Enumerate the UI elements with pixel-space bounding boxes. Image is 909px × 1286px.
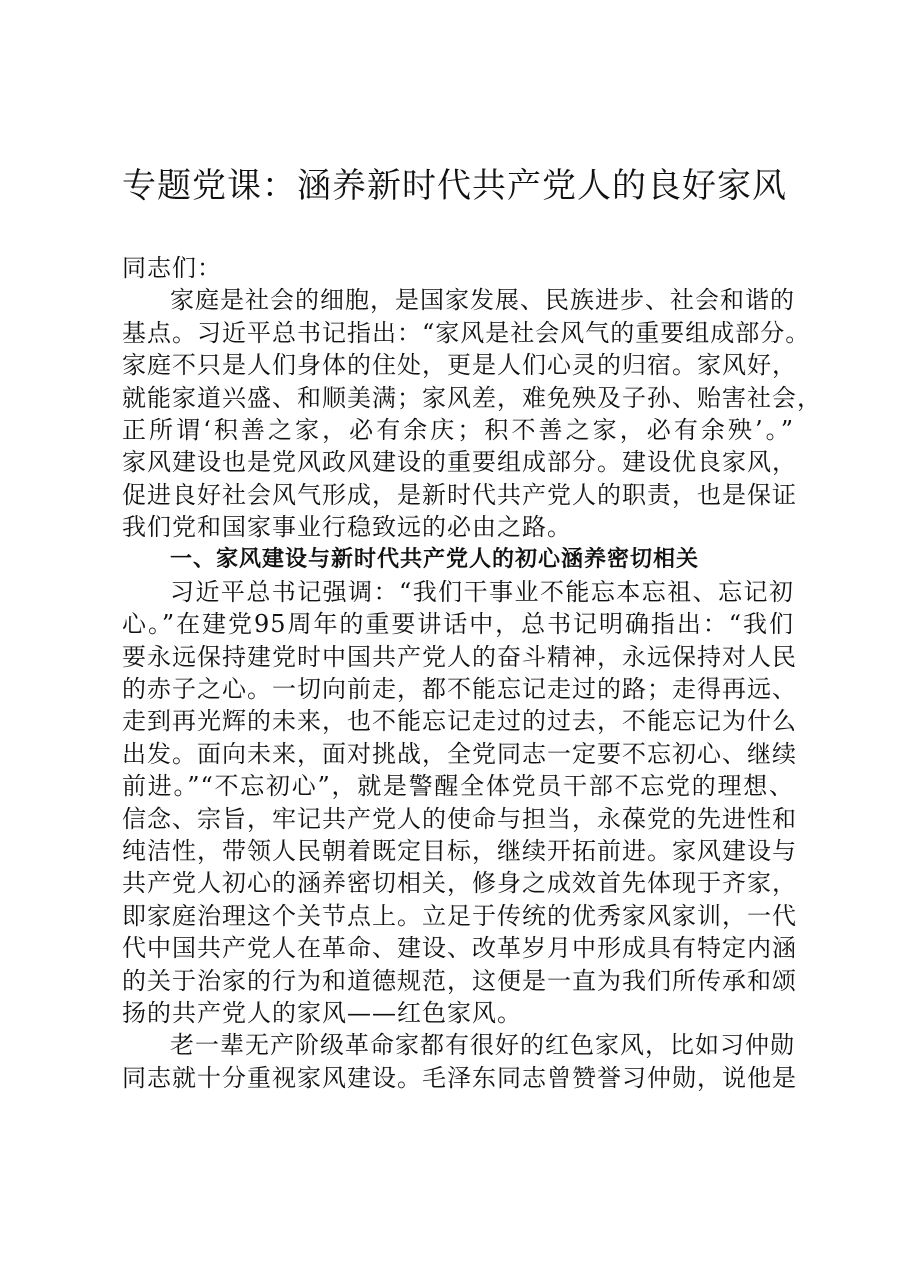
paragraph-line: 共产党人初心的涵养密切相关，修身之成效首先体现于齐家， <box>122 869 797 898</box>
paragraph-line: 前进。”“不忘初心”，就是警醒全体党员干部不忘党的理想、 <box>122 772 794 801</box>
paragraph-line: 正所谓‘积善之家，必有余庆；积不善之家，必有余殃’。” <box>122 415 794 444</box>
paragraph-line: 就能家道兴盛、和顺美满；家风差，难免殃及子孙、贻害社会， <box>122 383 822 412</box>
document-title: 专题党课：涵养新时代共产党人的良好家风 <box>122 166 787 206</box>
paragraph-line: 老一辈无产阶级革命家都有很好的红色家风，比如习仲勋 <box>170 1031 795 1060</box>
paragraph-line: 代中国共产党人在革命、建设、改革岁月中形成具有特定内涵 <box>122 934 797 963</box>
paragraph-line: 信念、宗旨，牢记共产党人的使命与担当，永葆党的先进性和 <box>122 804 797 833</box>
paragraph-line: 促进良好社会风气形成，是新时代共产党人的职责，也是保证 <box>122 480 797 509</box>
paragraph-line: 出发。面向未来，面对挑战，全党同志一定要不忘初心、继续 <box>122 739 797 768</box>
paragraph-line: 扬的共产党人的家风——红色家风。 <box>122 998 522 1027</box>
paragraph-line: 即家庭治理这个关节点上。立足于传统的优秀家风家训，一代 <box>122 901 797 930</box>
paragraph-line: 心。”在建党95周年的重要讲话中，总书记明确指出：“我们 <box>122 610 794 639</box>
paragraph-line: 的关于治家的行为和道德规范，这便是一直为我们所传承和颂 <box>122 966 797 995</box>
section-heading: 一、家风建设与新时代共产党人的初心涵养密切相关 <box>170 546 700 572</box>
document-body <box>122 252 822 1094</box>
salutation: 同志们： <box>122 254 222 282</box>
paragraph-line: 习近平总书记强调：“我们干事业不能忘本忘祖、忘记初 <box>170 577 794 606</box>
paragraph-line: 走到再光辉的未来，也不能忘记走过的过去，不能忘记为什么 <box>122 707 797 736</box>
paragraph-line: 家庭不只是人们身体的住处，更是人们心灵的归宿。家风好， <box>122 351 797 380</box>
paragraph-line: 基点。习近平总书记指出：“家风是社会风气的重要组成部分。 <box>122 318 811 347</box>
paragraph-line: 纯洁性，带领人民朝着既定目标，继续开拓前进。家风建设与 <box>122 837 797 866</box>
paragraph-line: 要永远保持建党时中国共产党人的奋斗精神，永远保持对人民 <box>122 642 797 671</box>
paragraph-line: 家风建设也是党风政风建设的重要组成部分。建设优良家风， <box>122 448 797 477</box>
paragraph-line: 同志就十分重视家风建设。毛泽东同志曾赞誉习仲勋，说他是 <box>122 1063 797 1092</box>
paragraph-line: 家庭是社会的细胞，是国家发展、民族进步、社会和谐的 <box>170 286 795 315</box>
paragraph-line: 我们党和国家事业行稳致远的必由之路。 <box>122 513 572 542</box>
paragraph-line: 的赤子之心。一切向前走，都不能忘记走过的路；走得再远、 <box>122 675 797 704</box>
